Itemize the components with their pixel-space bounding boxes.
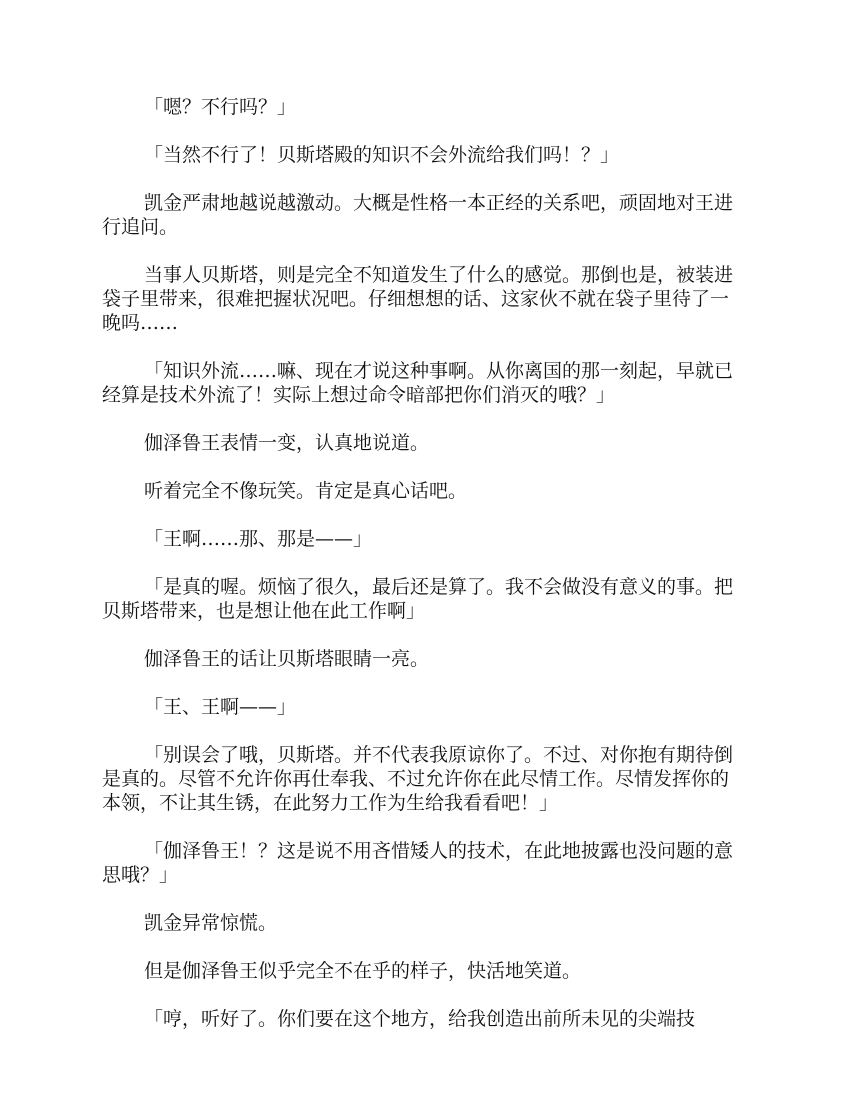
paragraph: 凯金异常惊慌。	[144, 912, 278, 934]
paragraph: 伽泽鲁王表情一变，认真地说道。	[144, 432, 430, 454]
paragraph: 但是伽泽鲁王似乎完全不在乎的样子，快活地笑道。	[144, 960, 582, 982]
paragraph: 当事人贝斯塔，则是完全不知道发生了什么的感觉。那倒也是，被装进袋子里带来，很难把握状况吧。仔细想想的话、这家伙不就在袋子里待了一晚吗……	[102, 264, 734, 334]
paragraph: 凯金严肃地越说越激动。大概是性格一本正经的关系吧，顽固地对王进行追问。	[102, 192, 734, 238]
paragraph: 「伽泽鲁王！？这是说不用吝惜矮人的技术，在此地披露也没问题的意思哦？」	[102, 840, 734, 886]
paragraph: 听着完全不像玩笑。肯定是真心话吧。	[144, 480, 468, 502]
paragraph: 「王啊……那、那是——」	[144, 528, 373, 550]
paragraph: 「别误会了哦，贝斯塔。并不代表我原谅你了。不过、对你抱有期待倒是真的。尽管不允许你再仕奉我、不过允许你在此尽情工作。尽情发挥你的本领，不让其生锈，在此努力工作为生给我看看吧！」	[102, 744, 734, 814]
text-body	[102, 95, 747, 1055]
paragraph: 「是真的喔。烦恼了很久，最后还是算了。我不会做没有意义的事。把贝斯塔带来，也是想让他在此工作啊」	[102, 576, 734, 622]
paragraph: 「哼，听好了。你们要在这个地方，给我创造出前所未见的尖端技	[144, 1008, 696, 1030]
paragraph: 「当然不行了！贝斯塔殿的知识不会外流给我们吗！？」	[144, 144, 620, 166]
paragraph: 「知识外流……嘛、现在才说这种事啊。从你离国的那一刻起，早就已经算是技术外流了！实际上想过命令暗部把你们消灭的哦？」	[102, 360, 734, 406]
paragraph: 「嗯？不行吗？」	[144, 96, 297, 118]
paragraph: 「王、王啊——」	[144, 696, 297, 718]
paragraph: 伽泽鲁王的话让贝斯塔眼睛一亮。	[144, 648, 430, 670]
